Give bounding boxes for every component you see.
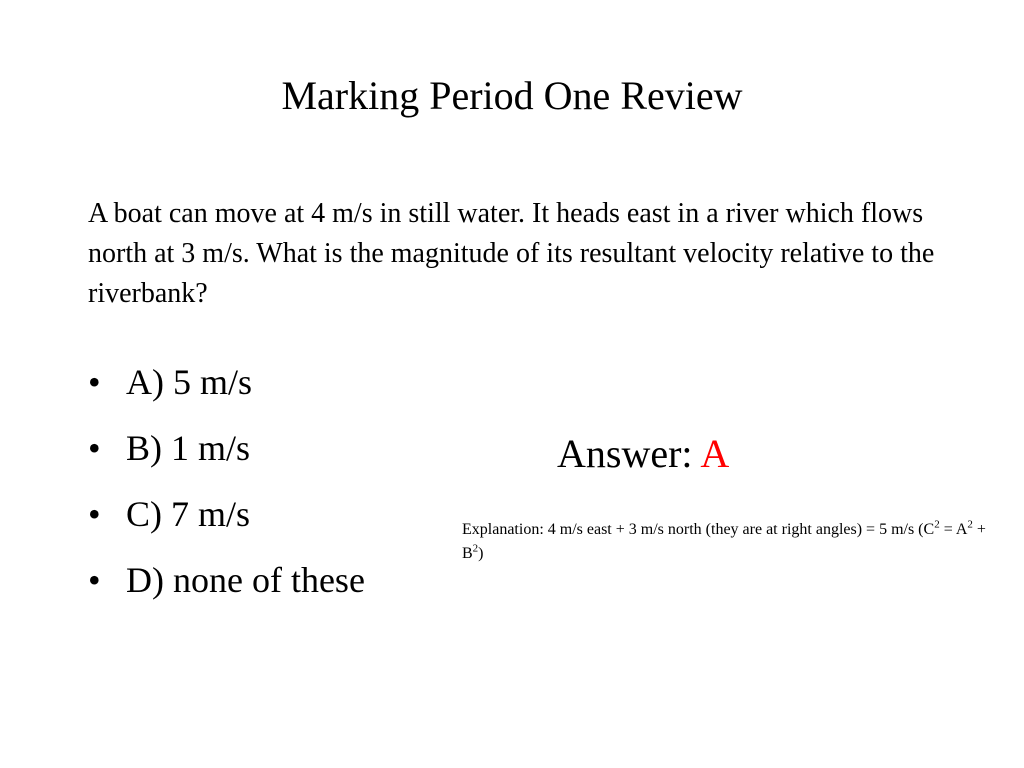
option-a <box>88 360 365 426</box>
explanation-main: Explanation: 4 m/s east + 3 m/s north (they are at right angles) = 5 m/s (C <box>462 521 935 538</box>
option-label: B) 1 m/s <box>126 428 251 468</box>
option-d <box>88 558 365 624</box>
explanation-sup-a: 2 <box>967 518 973 531</box>
option-label: A) 5 m/s <box>126 362 252 402</box>
option-b <box>88 426 365 492</box>
answer-value: A <box>700 431 730 476</box>
bullet-icon: • <box>88 560 101 600</box>
explanation-eq: = A <box>939 521 968 538</box>
bullet-icon: • <box>88 428 101 468</box>
bullet-icon: • <box>88 362 101 402</box>
option-label: C) 7 m/s <box>126 494 251 534</box>
question-text: A boat can move at 4 m/s in still water. It heads east in a river which flows north at 3 m/s. What is the magnitude of its resultant velocity relative to the riverbank? <box>88 198 935 309</box>
explanation-text <box>462 518 1002 566</box>
answer-options-list <box>88 360 365 624</box>
explanation-sup-b: 2 <box>472 542 479 555</box>
option-label: D) none of these <box>126 560 365 600</box>
explanation-close: ) <box>478 545 484 562</box>
bullet-icon: • <box>88 494 101 534</box>
explanation-sup-c: 2 <box>934 518 940 531</box>
explanation-plus: + B <box>462 521 986 562</box>
answer-line <box>557 430 729 478</box>
answer-label: Answer: <box>557 431 701 476</box>
option-c <box>88 492 365 558</box>
slide-title: Marking Period One Review <box>281 73 743 118</box>
